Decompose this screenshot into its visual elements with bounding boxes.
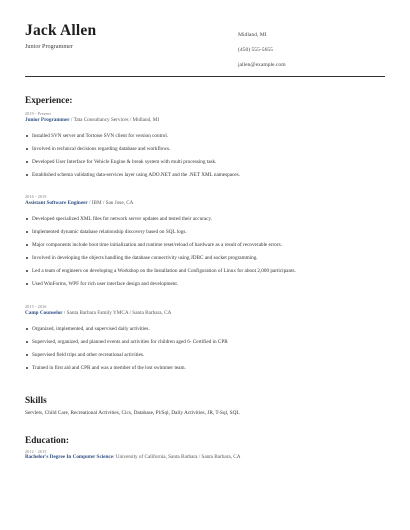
- list-item: Developed specialized XML files for network server updates and tested their accuracy.: [25, 216, 385, 229]
- experience-heading: Experience:: [25, 96, 73, 106]
- list-item: Used WinForms, WPF for rich user interface design and development.: [25, 281, 385, 294]
- job-employer: / IBM / San Jose, CA: [87, 200, 134, 206]
- job-heading: [25, 200, 385, 206]
- education-heading: Education:: [25, 436, 69, 446]
- job-bullets: [25, 216, 385, 294]
- job-title: Junior Programmer: [25, 117, 70, 123]
- skills-section: [25, 396, 385, 416]
- list-item: Developed User Interface for Vehicle Engine & break system with multi processing task.: [25, 159, 385, 172]
- list-item: Supervised, organized, and planned events and activities for children aged 6- Certified in CPR: [25, 339, 385, 352]
- candidate-role: Junior Programmer: [25, 43, 73, 50]
- job-dates: 2016 - 2019: [25, 194, 47, 199]
- job-bullets: [25, 326, 385, 378]
- list-item: Organized, implemented, and supervised daily activities.: [25, 326, 385, 339]
- job-employer: / Tata Consultancy Services / Midland, MI: [69, 117, 160, 123]
- list-item: Major components include boot time initialization and runtime reset/reload of hardware as a result of recoverable errors.: [25, 242, 385, 255]
- job-entry: [25, 304, 385, 378]
- list-item: Trained in first aid and CPR and was a member of the lost swimmer team.: [25, 365, 385, 378]
- job-bullets: [25, 133, 385, 185]
- contact-email[interactable]: jallen@example.com: [238, 62, 286, 68]
- candidate-name: Jack Allen: [25, 22, 97, 39]
- list-item: Installed SVN server and Tortoise SVN client for version control.: [25, 133, 385, 146]
- job-dates: 2015 - 2016: [25, 304, 47, 309]
- skills-heading: Skills: [25, 396, 47, 406]
- list-item: Established schema validating data-services layer using ADO.NET and the .NET XML namespaces.: [25, 172, 385, 185]
- list-item: Led a team of engineers on developing a Workshop on the Installation and Configuration of Linux for about 2,000 participants.: [25, 268, 385, 281]
- job-dates: 2019 - Present: [25, 111, 51, 116]
- list-item: Involved in technical decisions regarding database and workflows.: [25, 146, 385, 159]
- list-item: Implemented dynamic database relationship discovery based on SQL logs.: [25, 229, 385, 242]
- education-line: [25, 454, 385, 460]
- education-dates: 2012 - 2015: [25, 449, 47, 454]
- job-employer: / Santa Barbara Family YMCA / Santa Barbara, CA: [62, 310, 172, 316]
- job-heading: [25, 310, 385, 316]
- degree-title: Bachelor's Degree In Computer Science: [25, 454, 113, 460]
- contact-block: [238, 28, 286, 73]
- job-heading: [25, 117, 385, 123]
- list-item: Supervised field trips and other recreational activities.: [25, 352, 385, 365]
- school-name: / University of California, Santa Barbara / Santa Barbara, CA: [112, 454, 241, 460]
- job-title: Assistant Software Engineer: [25, 200, 88, 206]
- contact-location: Midland, MI: [238, 32, 267, 38]
- resume-header: [25, 0, 385, 78]
- job-entry: [25, 111, 385, 185]
- contact-phone: (450) 555-5655: [238, 47, 273, 53]
- job-entry: [25, 194, 385, 294]
- education-section: [25, 436, 385, 460]
- job-title: Camp Counselor: [25, 310, 63, 316]
- header-divider: [25, 76, 385, 77]
- skills-list: Servlets, Child Care, Recreational Activities, Cics, Database, Pl/Sql, Daily Activities, JR, T-Sql, SQL: [25, 410, 240, 416]
- list-item: Involved in developing the objects handling the database connectivity using JDBC and socket programming.: [25, 255, 385, 268]
